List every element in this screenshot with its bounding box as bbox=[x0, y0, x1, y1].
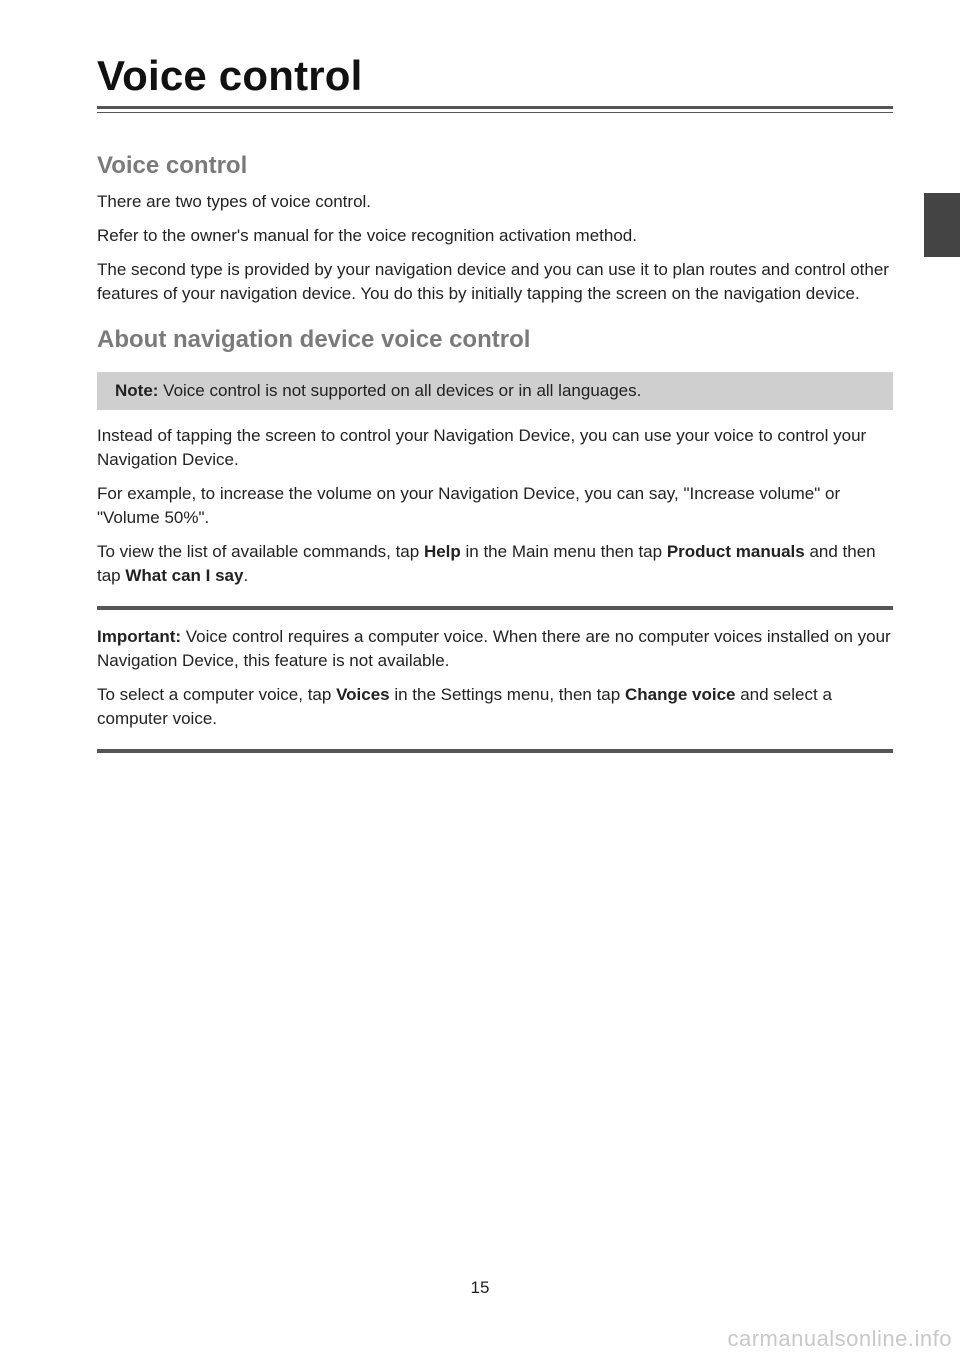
section-heading-about-navigation: About navigation device voice control bbox=[97, 326, 531, 353]
text-segment: To select a computer voice, tap bbox=[97, 685, 337, 704]
menu-term-product-manuals: Product manuals bbox=[666, 542, 805, 561]
text-segment: and then tap bbox=[97, 542, 876, 585]
important-label: Important: bbox=[97, 627, 182, 646]
title-divider-thin bbox=[97, 112, 893, 113]
paragraph-two-types: There are two types of voice control. bbox=[97, 192, 372, 211]
note-text: Voice control is not supported on all devices or in all languages. bbox=[158, 381, 642, 400]
menu-term-what-can-i-say: What can I say bbox=[125, 566, 244, 585]
page-number: 15 bbox=[470, 1278, 490, 1297]
chapter-side-tab bbox=[924, 193, 960, 257]
important-text: Voice control requires a computer voice. When there are no computer voices installed on your Navigation Device, this feature is not available. bbox=[97, 627, 891, 670]
paragraph-important bbox=[97, 625, 893, 673]
paragraph-refer-manual: Refer to the owner's manual for the voice recognition activation method. bbox=[97, 226, 637, 245]
page-title: Voice control bbox=[97, 52, 363, 99]
page-content bbox=[97, 152, 893, 753]
section-heading-voice-control: Voice control bbox=[97, 152, 248, 179]
paragraph-for-example: For example, to increase the volume on your Navigation Device, you can say, "Increase volume" or "Volume 50%". bbox=[97, 484, 841, 527]
menu-term-change-voice: Change voice bbox=[624, 685, 736, 704]
paragraph-second-type: The second type is provided by your navigation device and you can use it to plan routes and control other features of your navigation device. You do this by initially tapping the screen on the navigation device. bbox=[97, 260, 889, 303]
watermark: carmanualsonline.info bbox=[727, 1326, 952, 1351]
text-segment: in the Main menu then tap bbox=[460, 542, 667, 561]
note-box bbox=[97, 372, 893, 410]
note-label: Note: bbox=[115, 381, 159, 400]
text-segment: . bbox=[243, 566, 249, 585]
menu-term-help: Help bbox=[423, 542, 461, 561]
paragraph-select-voice bbox=[97, 683, 893, 731]
important-block bbox=[97, 606, 893, 753]
text-segment: in the Settings menu, then tap bbox=[389, 685, 625, 704]
title-divider-thick bbox=[97, 106, 893, 109]
menu-term-voices: Voices bbox=[336, 685, 390, 704]
paragraph-instead-of-tapping: Instead of tapping the screen to control your Navigation Device, you can use your voice to control your Navigation Device. bbox=[97, 426, 867, 469]
text-segment: and select a computer voice. bbox=[97, 685, 832, 728]
text-segment: To view the list of available commands, tap bbox=[97, 542, 424, 561]
paragraph-view-commands bbox=[97, 540, 893, 588]
